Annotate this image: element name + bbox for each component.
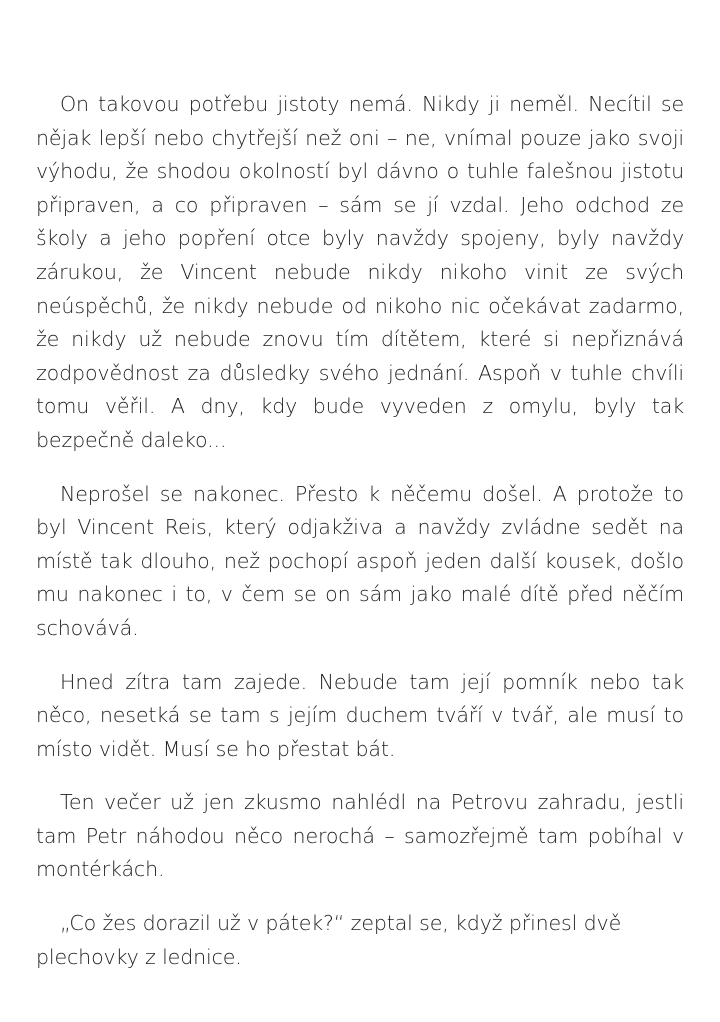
paragraph-1: On takovou potřebu jistoty nemá. Nikdy ji neměl. Necítil se nějak lepší nebo chytřejší než oni – ne, vnímal pouze jako svoji výhodu, že shodou okolností byl dávno o tuhle falešnou jistotu připraven, a co připraven – sám se jí vzdal. Jeho odchod ze školy a jeho popření otce byly navždy spojeny, byly navždy zárukou, že Vincent nebude nikdy nikoho vinit ze svých neúspěchů, že nikdy nebude od nikoho nic očekávat zadarmo, že nikdy už nebude znovu tím dítětem, které si nepřiznává zodpovědnost za důsledky svého jednání. Aspoň v tuhle chvíli tomu věřil. A dny, kdy bude vyveden z omylu, byly tak bezpečně daleko... [36,92,684,452]
paragraph-4: Ten večer už jen zkusmo nahlédl na Petrovu zahradu, jestli tam Petr náhodou něco nerochá – samozřejmě tam pobíhal v montérkách. [36,790,684,882]
paragraph-2: Neprošel se nakonec. Přesto k něčemu došel. A protože to byl Vincent Reis, který odjakživa a navždy zvládne sedět na místě tak dlouho, než pochopí aspoň jeden další kousek, došlo mu nakonec i to, v čem se on sám jako malé dítě před něčím schovává. [36,481,684,640]
paragraph-3: Hned zítra tam zajede. Nebude tam její pomník nebo tak něco, nesetká se tam s jejím duchem tváří v tvář, ale musí to místo vidět. Musí se ho přestat bát. [36,669,684,761]
paragraph-5: „Co žes dorazil už v pátek?“ zeptal se, když přinesl dvě plechovky z lednice. [36,911,622,969]
document-page [36,88,684,994]
